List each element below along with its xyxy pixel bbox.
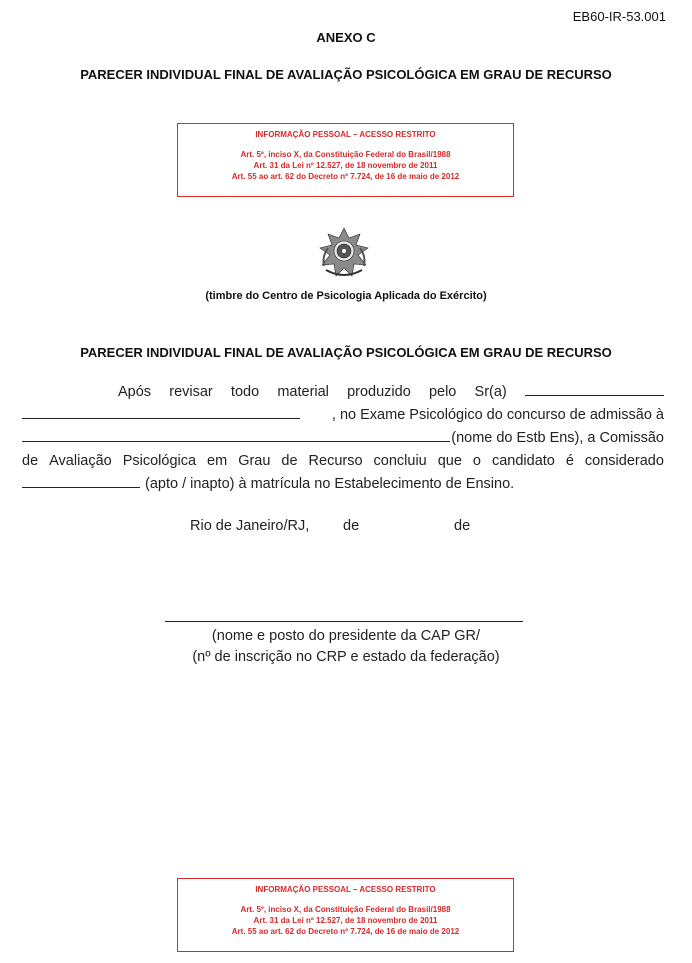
- word: pelo: [428, 384, 457, 400]
- word: é: [565, 453, 574, 469]
- restricted-legal-line: Art. 55 ao art. 62 do Decreto nº 7.724, de 16 de maio de 2012: [231, 172, 460, 181]
- word: o: [472, 453, 481, 469]
- restricted-legal-line: Art. 55 ao art. 62 do Decreto nº 7.724, de 16 de maio de 2012: [231, 927, 460, 936]
- restricted-legal-line: Art. 31 da Lei nº 12.527, de 18 novembro de 2011: [253, 161, 438, 170]
- word: Psicológica: [122, 453, 197, 469]
- word: concluiu: [373, 453, 427, 469]
- word: considerado: [584, 453, 664, 469]
- word: em: [207, 453, 228, 469]
- restricted-legal-line: Art. 5º, inciso X, da Constituição Federal do Brasil/1988: [240, 905, 451, 914]
- candidate-name-blank[interactable]: [525, 381, 664, 396]
- word: produzido: [347, 384, 411, 400]
- document-code: EB60-IR-53.001: [572, 9, 666, 24]
- restricted-access-box-top: [177, 123, 514, 197]
- word: de: [22, 453, 39, 469]
- school-name-blank[interactable]: [22, 427, 450, 442]
- city-label: Rio de Janeiro/RJ,: [190, 518, 310, 534]
- restricted-heading: INFORMAÇÃO PESSOAL – ACESSO RESTRITO: [255, 885, 436, 894]
- word: material: [277, 384, 329, 400]
- annex-title: ANEXO C: [316, 30, 376, 45]
- paragraph-text: (apto / inapto) à matrícula no Estabelecimento de Ensino.: [145, 476, 515, 492]
- candidate-name-blank-cont[interactable]: [22, 404, 300, 419]
- signature-caption: [0, 626, 692, 668]
- paragraph-line: [22, 381, 664, 404]
- signature-name-rank: (nome e posto do presidente da CAP GR/: [211, 628, 481, 644]
- paragraph-line: [22, 404, 664, 427]
- result-blank[interactable]: [22, 473, 140, 488]
- paragraph-text: , no Exame Psicológico do concurso de admissão à: [331, 407, 664, 423]
- word: de: [281, 453, 298, 469]
- word: Grau: [238, 453, 271, 469]
- word: Recurso: [308, 453, 363, 469]
- paragraph-text: (nome do Estb Ens), a Comissão: [451, 430, 664, 446]
- word: candidato: [491, 453, 555, 469]
- word: Após: [118, 384, 152, 400]
- word: Sr(a): [474, 384, 507, 400]
- paragraph-line: [22, 450, 664, 473]
- paragraph-line: [22, 473, 664, 496]
- document-title: PARECER INDIVIDUAL FINAL DE AVALIAÇÃO PSICOLÓGICA EM GRAU DE RECURSO: [80, 67, 612, 82]
- word: todo: [230, 384, 260, 400]
- date-de: de: [454, 518, 471, 534]
- restricted-heading: INFORMAÇÃO PESSOAL – ACESSO RESTRITO: [255, 130, 436, 139]
- letterhead-caption: (timbre do Centro de Psicologia Aplicada do Exército): [205, 290, 487, 302]
- restricted-legal-line: Art. 5º, inciso X, da Constituição Federal do Brasil/1988: [240, 150, 451, 159]
- body-paragraph: [22, 381, 664, 496]
- signature-crp: (nº de inscrição no CRP e estado da federação): [192, 649, 500, 665]
- word: revisar: [169, 384, 213, 400]
- brazil-coat-of-arms-icon: [316, 226, 372, 282]
- restricted-legal-line: Art. 31 da Lei nº 12.527, de 18 novembro de 2011: [253, 916, 438, 925]
- restricted-access-box-bottom: [177, 878, 514, 952]
- date-de: de: [343, 518, 360, 534]
- word: Avaliação: [49, 453, 112, 469]
- signature-line[interactable]: [165, 621, 523, 622]
- word: que: [437, 453, 462, 469]
- section-title: PARECER INDIVIDUAL FINAL DE AVALIAÇÃO PSICOLÓGICA EM GRAU DE RECURSO: [80, 345, 612, 360]
- paragraph-line: [22, 427, 664, 450]
